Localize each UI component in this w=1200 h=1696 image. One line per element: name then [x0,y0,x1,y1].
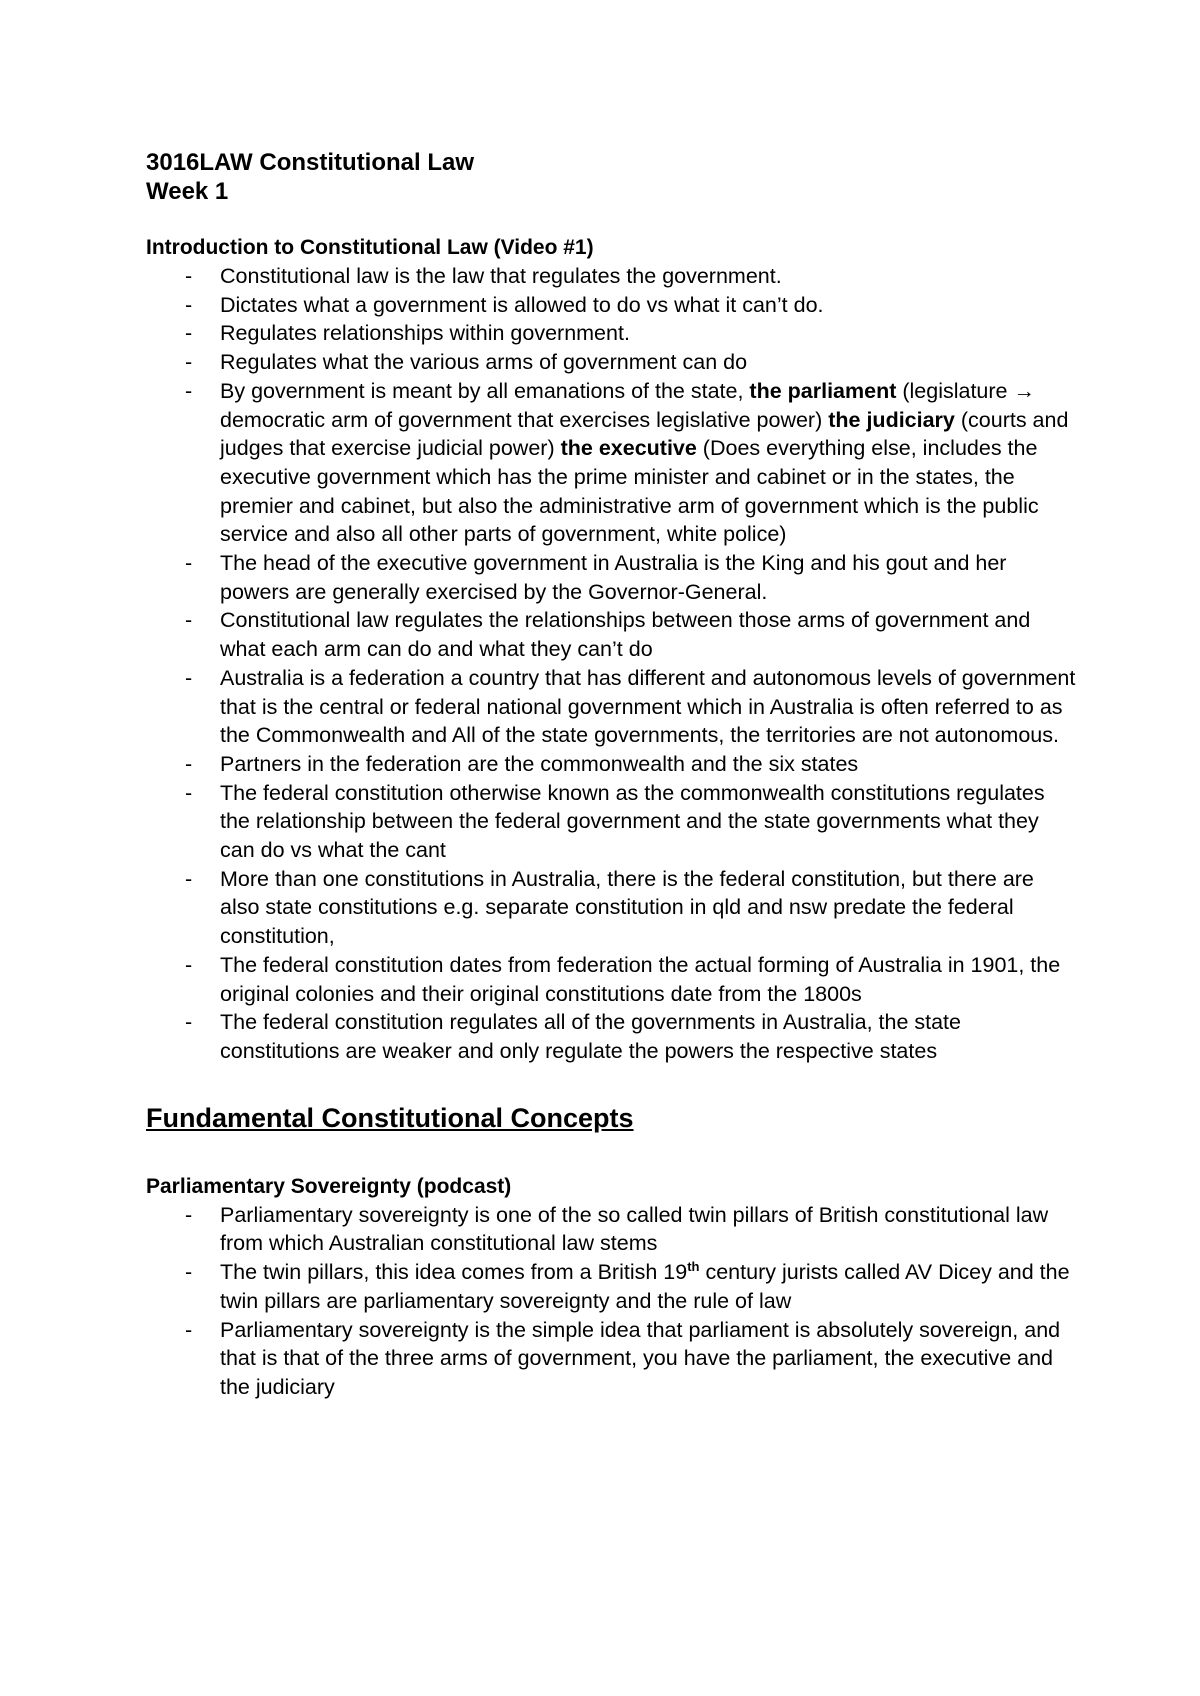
list-item: - The federal constitution regulates all of the governments in Australia, the state constitutions are weaker and only regulate the powers the respective states [146,1008,1076,1065]
sovereignty-heading: Parliamentary Sovereignty (podcast) [146,1174,512,1198]
list-item: - More than one constitutions in Australia, there is the federal constitution, but there are also state constitutions e.g. separate constitution in qld and nsw predate the federal constitution, [146,865,1076,951]
intro-heading: Introduction to Constitutional Law (Video #1) [146,236,594,259]
list-item [146,1258,1076,1315]
list-item-text: (legislature [896,378,1014,403]
list-item: - Regulates what the various arms of government can do [146,348,1076,377]
list-item-text: By government is meant by all emanations of the state, [220,378,750,403]
list-item: - The federal constitution dates from federation the actual forming of Australia in 1901, the original colonies and their original constitutions date from the 1800s [146,951,1076,1008]
list-item-text: (Does everything else, includes the executive government which has the prime minister and cabinet or in the states, the premier and cabinet, but also the administrative arm of government which is the public service and also all other parts of government, white police) [220,436,1039,547]
list-item: - Parliamentary sovereignty is one of the so called twin pillars of British constitutional law from which Australian constitutional law stems [146,1201,1076,1258]
list-item-text: democratic arm of government that exercises legislative power) [220,407,829,432]
list-item: - Dictates what a government is allowed to do vs what it can’t do. [146,291,1076,320]
list-item-text: (courts and judges that exercise judicial power) [220,407,1069,461]
list-item: - Australia is a federation a country that has different and autonomous levels of government that is the central or federal national government which in Australia is often referred to as the Commonwealth and All of the state governments, the territories are not autonomous. [146,664,1076,750]
document-body [146,148,1076,1402]
list-item: - The head of the executive government in Australia is the King and his gout and her powers are generally exercised by the Governor-General. [146,549,1076,606]
section-heading-concepts: Fundamental Constitutional Concepts [146,1102,634,1133]
sovereignty-bullet-list [146,1201,1076,1402]
bold-term-judiciary: the judiciary [828,407,955,432]
list-item: - Partners in the federation are the commonwealth and the six states [146,750,1076,779]
list-item: - Constitutional law regulates the relationships between those arms of government and what each arm can do and what they can’t do [146,606,1076,663]
intro-bullet-list [146,262,1076,1066]
bold-term-parliament: the parliament [749,378,897,403]
list-item-text: The twin pillars, this idea comes from a British 19 [220,1260,688,1285]
list-item: - Regulates relationships within government. [146,319,1076,348]
list-item: - The federal constitution otherwise known as the commonwealth constitutions regulates the relationship between the federal government and the state governments what they can do vs what the cant [146,779,1076,865]
list-item-text: century jurists called AV Dicey and the twin pillars are parliamentary sovereignty and the rule of law [220,1260,1070,1313]
list-item: - Parliamentary sovereignty is the simple idea that parliament is absolutely sovereign, and that is that of the three arms of government, you have the parliament, the executive and the judiciary [146,1316,1076,1402]
right-arrow-icon: → [1013,378,1035,403]
course-title: 3016LAW Constitutional Law [146,149,475,176]
superscript: th [687,1259,700,1275]
list-item [146,377,1076,549]
week-label: Week 1 [146,178,229,205]
list-item: - Constitutional law is the law that regulates the government. [146,262,1076,291]
bold-term-executive: the executive [560,436,697,461]
